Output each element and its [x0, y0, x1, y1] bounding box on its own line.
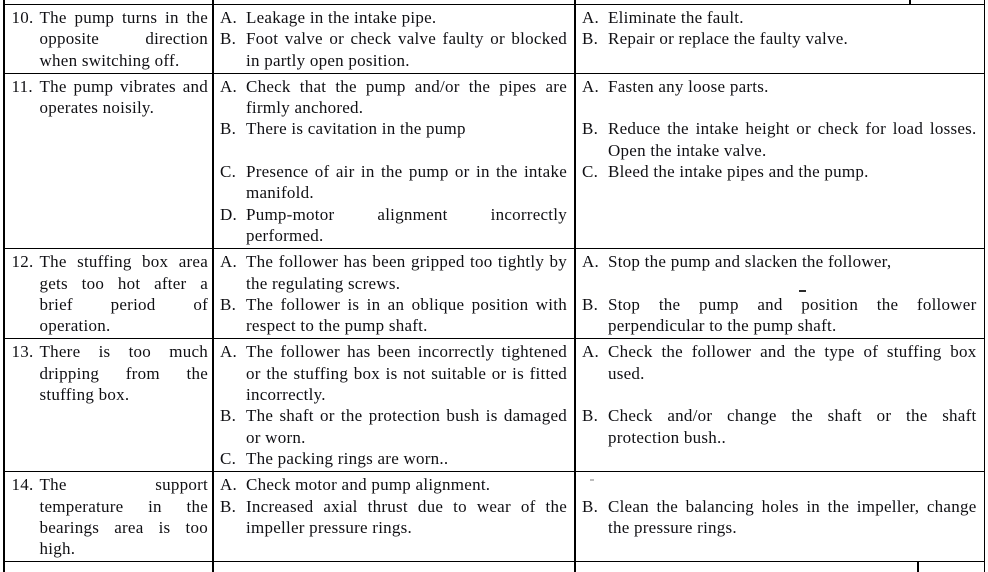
troubleshooting-table [5, 4, 984, 562]
remedies-cell [574, 5, 984, 73]
problem-cell [5, 339, 213, 471]
table-row [5, 338, 984, 471]
problem-text: The stuffing box area gets too hot after a brief period of operation. [39, 252, 208, 336]
cause-item [220, 118, 567, 139]
remedies-cell [574, 339, 984, 471]
remedy-letter: B. [582, 29, 599, 49]
remedy-letter: A. [582, 342, 600, 362]
remedy-item [582, 76, 977, 97]
cause-letter: B. [220, 294, 237, 314]
cause-text: The follower has been gripped too tightly by the regulating screws. [246, 252, 567, 293]
remedy-text: Stop the pump and slacken the follower, [608, 252, 892, 272]
row-number: 13. [11, 342, 34, 362]
cause-text: Check motor and pump alignment. [246, 475, 491, 495]
cause-item [220, 405, 567, 448]
remedy-item [582, 251, 977, 272]
row-number: 11. [11, 76, 33, 96]
cause-text: The packing rings are worn.. [246, 448, 449, 468]
scan-artifact-dot [590, 479, 594, 481]
remedy-letter: B. [582, 406, 599, 426]
problem-cell [5, 74, 213, 248]
remedy-letter: A. [582, 8, 600, 27]
problem-item [12, 76, 209, 119]
remedy-item [582, 341, 977, 384]
remedy-text: Fasten any loose parts. [608, 76, 769, 96]
problem-item [12, 7, 209, 71]
remedy-letter: B. [582, 496, 599, 516]
remedy-letter: B. [582, 119, 599, 139]
remedy-text: Clean the balancing holes in the impeller, change the pressure rings. [608, 496, 977, 537]
causes-cell [212, 74, 574, 248]
cause-item [220, 251, 567, 294]
remedy-text: Check and/or change the shaft or the shaft protection bush.. [608, 406, 977, 447]
causes-cell [212, 472, 574, 561]
remedy-text: Reduce the intake height or check for load losses. Open the intake valve. [608, 119, 977, 160]
causes-cell [212, 249, 574, 338]
cause-letter: A. [220, 76, 238, 96]
cause-item [220, 474, 567, 495]
cause-item [220, 294, 567, 337]
problem-cell [5, 249, 213, 338]
row-number: 10. [11, 8, 34, 27]
cause-item [220, 496, 567, 539]
remedy-item [582, 294, 977, 337]
remedy-text: Bleed the intake pipes and the pump. [608, 162, 869, 182]
problem-cell [5, 5, 213, 73]
cause-text: Foot valve or check valve faulty or blocked in partly open position. [246, 29, 567, 70]
remedy-letter: A. [582, 76, 600, 96]
remedy-item [582, 7, 977, 28]
cause-letter: A. [220, 8, 238, 27]
remedy-item [582, 405, 977, 448]
row-number: 12. [11, 252, 34, 272]
scan-artifact-dash [799, 290, 806, 292]
bottom-row-tick [917, 562, 919, 572]
remedy-letter: C. [582, 162, 599, 182]
cause-letter: B. [220, 119, 237, 139]
cause-letter: C. [220, 448, 237, 468]
cause-letter: A. [220, 475, 238, 495]
cause-item [220, 448, 567, 469]
remedy-item [582, 161, 977, 182]
remedy-item [582, 118, 977, 161]
table-row [5, 73, 984, 248]
remedy-text: Repair or replace the faulty valve. [608, 29, 849, 49]
cause-text: Pump-motor alignment incorrectly performed. [246, 204, 567, 245]
cause-text: Check that the pump and/or the pipes are firmly anchored. [246, 76, 567, 118]
remedies-cell [574, 74, 984, 248]
problem-item [12, 341, 209, 405]
cause-item [220, 204, 567, 247]
cause-text: The follower has been incorrectly tightened or the stuffing box is not suitable or is fitted incorrectly. [246, 342, 567, 405]
cause-letter: A. [220, 342, 238, 362]
problem-text: The support temperature in the bearings area is too high. [39, 475, 208, 559]
problem-text: The pump turns in the opposite direction when switching off. [39, 8, 208, 70]
remedy-item [582, 496, 977, 539]
table-row [5, 471, 984, 561]
cause-letter: C. [220, 162, 237, 182]
cause-item [220, 7, 567, 28]
cause-text: The follower is in an oblique position with respect to the pump shaft. [246, 294, 567, 336]
table-row [5, 248, 984, 338]
remedy-text: Check the follower and the type of stuffing box used. [608, 342, 977, 383]
table-right-border [984, 0, 986, 572]
cause-letter: B. [220, 496, 237, 516]
cause-letter: B. [220, 406, 237, 426]
remedies-cell [574, 249, 984, 338]
cause-text: Leakage in the intake pipe. [246, 8, 437, 27]
cause-item [220, 341, 567, 405]
remedy-item [582, 28, 977, 49]
cause-text: The shaft or the protection bush is damaged or worn. [246, 406, 567, 447]
row-number: 14. [11, 475, 34, 495]
cause-text: Increased axial thrust due to wear of the impeller pressure rings. [246, 496, 567, 537]
table-row [5, 5, 984, 73]
cause-letter: A. [220, 252, 238, 272]
problem-text: There is too much dripping from the stuffing box. [39, 342, 208, 405]
cause-text: Presence of air in the pump or in the intake manifold. [246, 162, 567, 203]
cause-text: There is cavitation in the pump [246, 119, 466, 139]
remedy-letter: A. [582, 252, 600, 272]
problem-cell [5, 472, 213, 561]
cause-item [220, 28, 567, 71]
cause-letter: B. [220, 29, 237, 49]
cause-item [220, 161, 567, 204]
problem-item [12, 251, 209, 336]
cause-item [220, 76, 567, 119]
problem-text: The pump vibrates and operates noisily. [39, 76, 208, 118]
remedy-text: Stop the pump and position the follower perpendicular to the pump shaft. [608, 294, 977, 336]
remedy-letter: B. [582, 294, 599, 314]
cause-letter: D. [220, 204, 238, 224]
causes-cell [212, 339, 574, 471]
remedies-cell [574, 472, 984, 561]
causes-cell [212, 5, 574, 73]
problem-item [12, 474, 209, 559]
remedy-text: Eliminate the fault. [608, 8, 744, 27]
